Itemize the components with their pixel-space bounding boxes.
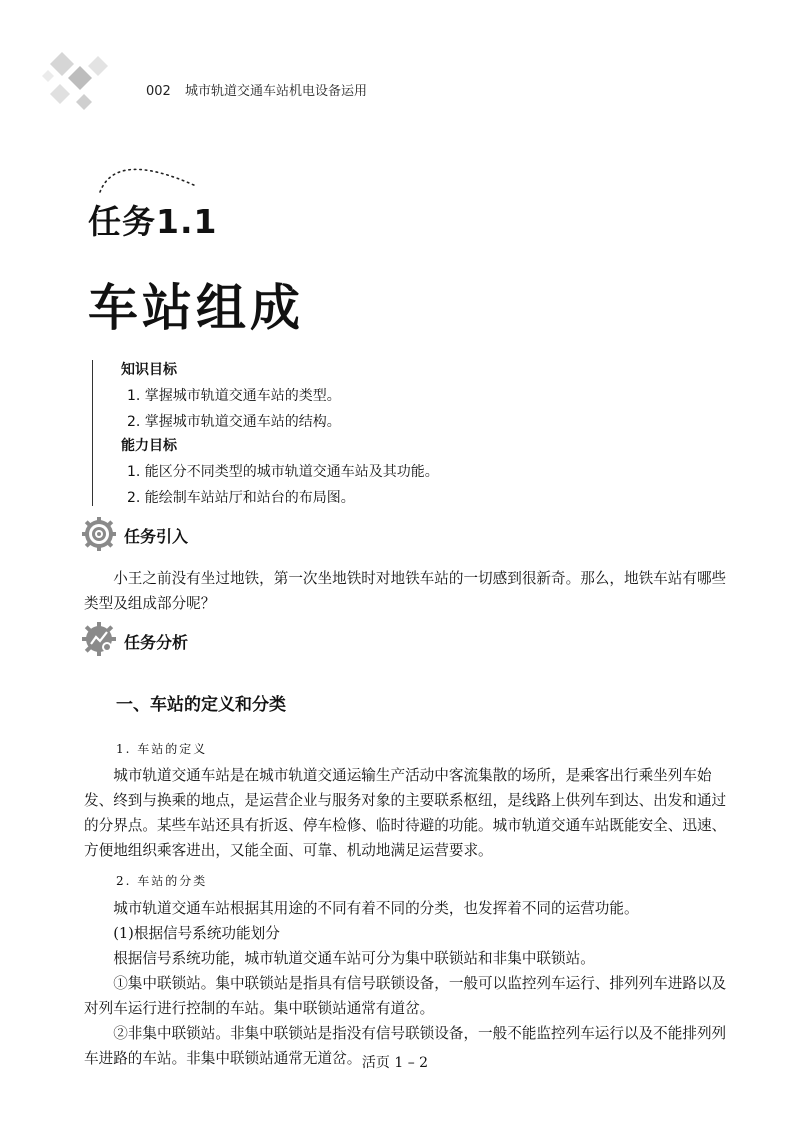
knowledge-objective-item: 2. 掌握城市轨道交通车站的结构。 <box>127 414 341 430</box>
running-header <box>146 80 367 99</box>
ability-objective-item: 1. 能区分不同类型的城市轨道交通车站及其功能。 <box>127 464 439 480</box>
signal-system-text: 根据信号系统功能，城市轨道交通车站可分为集中联锁站和非集中联锁站。 <box>113 950 595 967</box>
page-title: 车站组成 <box>88 279 304 337</box>
subsection-heading: 1. 车站的定义 <box>116 742 208 756</box>
classification-paragraph <box>84 896 736 1071</box>
classification-text: 城市轨道交通车站根据其用途的不同有着不同的分类，也发挥着不同的运营功能。 <box>113 900 639 917</box>
intro-heading: 任务引入 <box>124 527 189 546</box>
analysis-gear-icon <box>82 622 116 656</box>
non-interlocking-station-item: ②非集中联锁站。非集中联锁站是指没有信号联锁设备，一般不能监控列车运行以及不能排列列车进路的车站。非集中联锁站通常无道岔。 <box>84 1025 727 1067</box>
intro-text: 小王之前没有坐过地铁，第一次坐地铁时对地铁车站的一切感到很新奇。那么，地铁车站有哪些类型及组成部分呢？ <box>84 570 727 612</box>
knowledge-objectives-heading: 知识目标 <box>121 362 177 378</box>
interlocking-station-item: ①集中联锁站。集中联锁站是指具有信号联锁设备，一般可以监控列车运行、排列列车进路以及对列车运行进行控制的车站。集中联锁站通常有道岔。 <box>84 975 727 1017</box>
definition-paragraph <box>84 763 736 863</box>
ability-objectives-heading: 能力目标 <box>121 438 177 454</box>
learning-objectives <box>92 360 692 506</box>
corner-diamond-decoration <box>40 44 120 114</box>
analysis-heading: 任务分析 <box>124 633 189 652</box>
intro-paragraph <box>84 566 736 616</box>
header-book-title: 城市轨道交通车站机电设备运用 <box>184 84 367 99</box>
page-footer: 活页 1 – 2 <box>361 1055 429 1071</box>
section-heading: 一、车站的定义和分类 <box>116 695 286 715</box>
ability-objective-item: 2. 能绘制车站站厅和站台的布局图。 <box>127 490 355 506</box>
task-label: 任务1.1 <box>88 202 218 241</box>
definition-text: 城市轨道交通车站是在城市轨道交通运输生产活动中客流集散的场所，是乘客出行乘坐列车始发、终到与换乘的地点，是运营企业与服务对象的主要联系枢纽，是线路上供列车到达、出发和通过的分界点。某些车站还具有折返、停车检修、临时待避的功能。城市轨道交通车站既能安全、迅速、方便地组织乘客进出，又能全面、可靠、机动地满足运营要求。 <box>84 767 727 859</box>
target-gear-icon <box>82 517 116 551</box>
header-page-number: 002 <box>146 84 171 99</box>
knowledge-objective-item: 1. 掌握城市轨道交通车站的类型。 <box>127 388 341 404</box>
subsection-heading: 2. 车站的分类 <box>116 874 208 888</box>
classification-subheading: (1)根据信号系统功能划分 <box>113 925 280 942</box>
dotted-arc-decoration <box>96 146 206 196</box>
